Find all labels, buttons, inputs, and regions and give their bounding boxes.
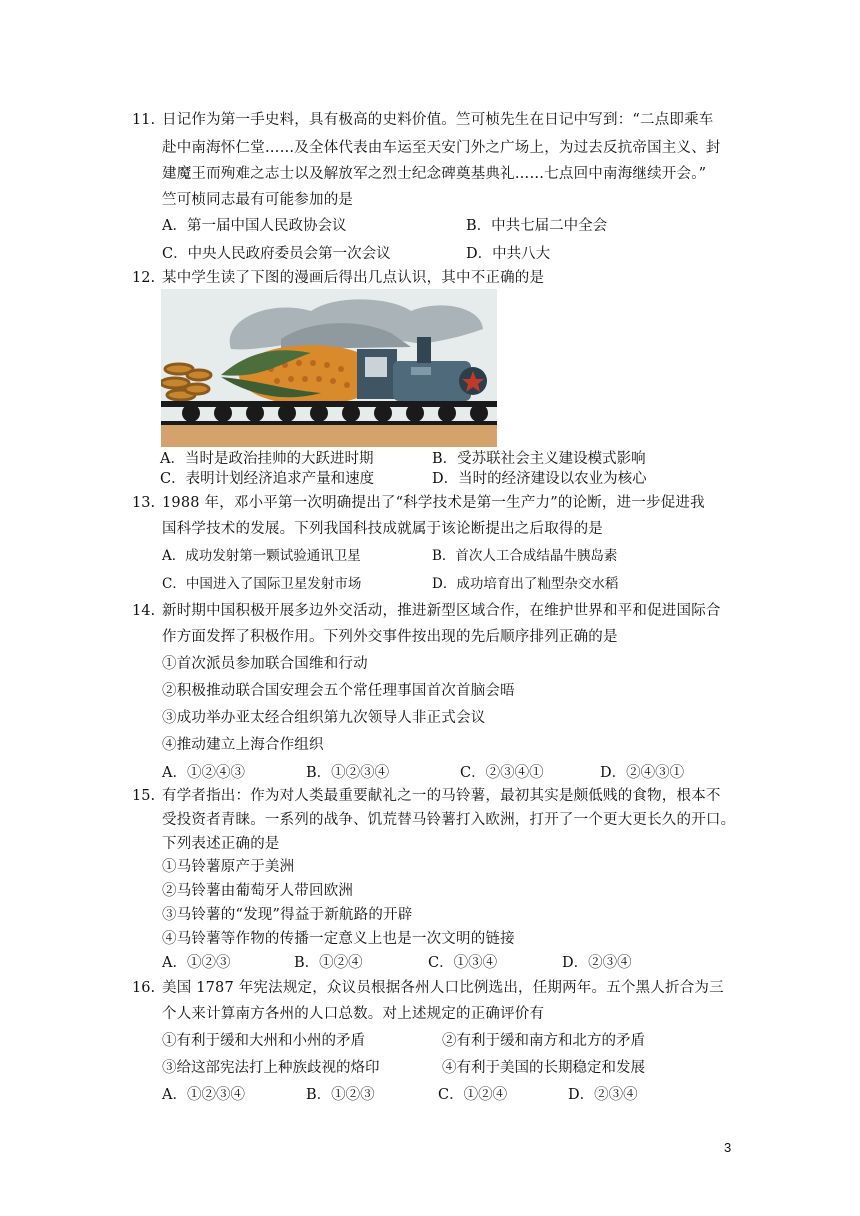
question-13-option-a: A．成功发射第一颗试验通讯卫星 <box>162 548 361 564</box>
question-15-line: 有学者指出：作为对人类最重要献礼之一的马铃薯，最初其实是颇低贱的食物，根本不 <box>162 788 721 804</box>
question-14-statement: ④推动建立上海合作组织 <box>162 737 324 753</box>
question-11-line: 建魔王而殉难之志士以及解放军之烈士纪念碑奠基典礼……七点回中南海继续开会。” <box>162 166 707 182</box>
question-11-number: 11. <box>132 112 156 128</box>
question-13-option-b: B．首次人工合成结晶牛胰岛素 <box>432 548 618 564</box>
question-14-option-b: B．①②③④ <box>306 765 390 781</box>
question-16-number: 16. <box>132 980 156 996</box>
question-12-option-d: D．当时的经济建设以农业为核心 <box>432 471 647 487</box>
question-14-statement: ③成功举办亚太经合组织第九次领导人非正式会议 <box>162 710 486 726</box>
question-12-stem: 某中学生读了下图的漫画后得出几点认识，其中不正确的是 <box>162 270 545 286</box>
question-13-line: 国科学技术的发展。下列我国科技成就属于该论断提出之后取得的是 <box>162 521 603 537</box>
question-14-option-a: A．①②④③ <box>162 765 245 781</box>
question-16-option-c: C．①②④ <box>438 1087 508 1103</box>
question-15-option-a: A．①②③ <box>162 955 231 971</box>
question-15-statement: ③马铃薯的“发现”得益于新航路的开辟 <box>162 907 413 923</box>
question-13-line: 1988 年，邓小平第一次明确提出了“科学技术是第一生产力”的论断，进一步促进我 <box>162 495 705 511</box>
question-15-line: 下列表述正确的是 <box>162 836 280 852</box>
question-12-number: 12. <box>132 270 156 286</box>
question-16-line: 个人来计算南方各州的人口总数。对上述规定的正确评价有 <box>162 1006 545 1022</box>
question-11-option-d: D．中共八大 <box>466 246 551 262</box>
question-13-option-c: C．中国进入了国际卫星发射市场 <box>162 576 362 592</box>
question-16-statement: ③给这部宪法打上种族歧视的烙印 <box>162 1060 380 1076</box>
question-13-option-d: D．成功培育出了籼型杂交水稻 <box>432 576 619 592</box>
question-14-line: 作方面发挥了积极作用。下列外交事件按出现的先后顺序排列正确的是 <box>162 629 618 645</box>
question-11-option-a: A．第一届中国人民政协会议 <box>162 218 347 234</box>
question-14-statement: ②积极推动联合国安理会五个常任理事国首次首脑会晤 <box>162 683 515 699</box>
question-11-line: 赴中南海怀仁堂……及全体代表由车运至天安门外之广场上，为过去反抗帝国主义、封 <box>162 140 721 156</box>
question-15-statement: ②马铃薯由葡萄牙人带回欧洲 <box>162 883 354 899</box>
question-11-line: 竺可桢同志最有可能参加的是 <box>162 192 354 208</box>
question-15-statement: ①马铃薯原产于美洲 <box>162 859 295 875</box>
question-14-statement: ①首次派员参加联合国维和行动 <box>162 656 368 672</box>
page-number: 3 <box>724 1140 732 1155</box>
question-15-line: 受投资者青睐。一系列的战争、饥荒替马铃薯打入欧洲，打开了一个更大更长久的开口。 <box>162 812 736 828</box>
question-11-option-c: C．中央人民政府委员会第一次会议 <box>162 246 391 262</box>
question-15-option-b: B．①②④ <box>294 955 363 971</box>
question-14-line: 新时期中国积极开展多边外交活动，推进新型区域合作，在维护世界和平和促进国际合 <box>162 603 721 619</box>
question-15-number: 15. <box>132 788 156 804</box>
question-14-number: 14. <box>132 603 156 619</box>
question-11-option-b: B．中共七届二中全会 <box>466 218 608 234</box>
question-14-option-c: C．②③④① <box>460 765 544 781</box>
question-12-option-a: A．当时是政治挂帅的大跃进时期 <box>160 451 374 467</box>
question-12-option-c: C．表明计划经济追求产量和速度 <box>160 471 375 487</box>
question-15-statement: ④马铃薯等作物的传播一定意义上也是一次文明的链接 <box>162 931 515 947</box>
question-16-option-a: A．①②③④ <box>162 1087 245 1103</box>
question-12-option-b: B．受苏联社会主义建设模式影响 <box>432 451 646 467</box>
question-16-line: 美国 1787 年宪法规定，众议员根据各州人口比例选出，任期两年。五个黑人折合为三 <box>162 980 724 996</box>
question-13-number: 13. <box>132 495 156 511</box>
question-15-option-c: C．①③④ <box>428 955 498 971</box>
question-11-line: 日记作为第一手史料，具有极高的史料价值。竺可桢先生在日记中写到：“二点即乘车 <box>162 112 714 128</box>
question-15-option-d: D．②③④ <box>562 955 632 971</box>
question-14-option-d: D．②④③① <box>600 765 685 781</box>
question-16-option-b: B．①②③ <box>306 1087 375 1103</box>
question-16-statement: ④有利于美国的长期稳定和发展 <box>442 1060 645 1076</box>
question-16-statement: ②有利于缓和南方和北方的矛盾 <box>442 1033 645 1049</box>
train-cartoon-image <box>161 289 497 447</box>
question-16-option-d: D．②③④ <box>568 1087 638 1103</box>
question-16-statement: ①有利于缓和大州和小州的矛盾 <box>162 1033 365 1049</box>
